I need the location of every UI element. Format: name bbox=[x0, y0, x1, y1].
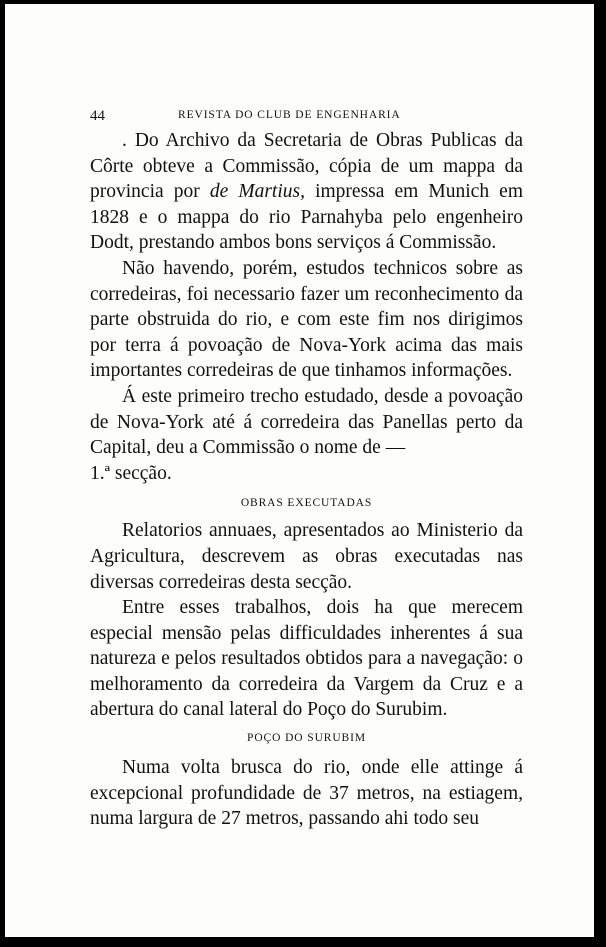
paragraph-3: Á este primeiro trecho estudado, desde a povoação de Nova-York até á corredeira das Panellas perto da Capital, deu a Commissão o nome de — bbox=[90, 385, 523, 459]
page bbox=[5, 4, 594, 937]
paragraph-3-tail: 1.ª secção. bbox=[90, 462, 172, 484]
italic-name: de Martius, bbox=[209, 181, 305, 203]
paragraph-5: Entre esses trabalhos, dois ha que merecem especial mensão pelas difficuldades inherentes á sua natureza e pelos resultados obtidos para a navegação: o melhoramento da corredeira da Vargem da Cruz e a abertura do canal lateral do Poço do Surubim. bbox=[90, 597, 523, 721]
paragraph-1: . Do Archivo da Secretaria de Obras Publicas da Côrte obteve a Commissão, cópia de um mappa da provincia por de Martius, impressa em Munich em 1828 e o mappa do rio Parnahyba pelo engenheiro Dodt, prestando ambos bons serviços á Commissão. bbox=[90, 130, 524, 254]
body-text bbox=[90, 128, 523, 832]
section-heading-poco: POÇO DO SURUBIM bbox=[247, 732, 366, 745]
section-heading-obras: OBRAS EXECUTADAS bbox=[240, 497, 373, 510]
running-title: REVISTA DO CLUB DE ENGENHARIA bbox=[178, 109, 401, 121]
page-number: 44 bbox=[90, 108, 105, 124]
paragraph-2: Não havendo, porém, estudos technicos sobre as corredeiras, foi necessario fazer um reconhecimento da parte obstruida do rio, e com este fim nos dirigimos por terra á povoação de Nova-York acima das mais importantes corredeiras de que tinhamos informações. bbox=[90, 257, 523, 382]
paragraph-6: Numa volta brusca do rio, onde elle attinge á excepcional profundidade de 37 metros, na estiagem, numa largura de 27 metros, passando ahi todo seu bbox=[90, 757, 523, 830]
paragraph-4: Relatorios annuaes, apresentados ao Ministerio da Agricultura, descrevem as obras executadas nas diversas corredeiras desta secção. bbox=[90, 520, 523, 593]
